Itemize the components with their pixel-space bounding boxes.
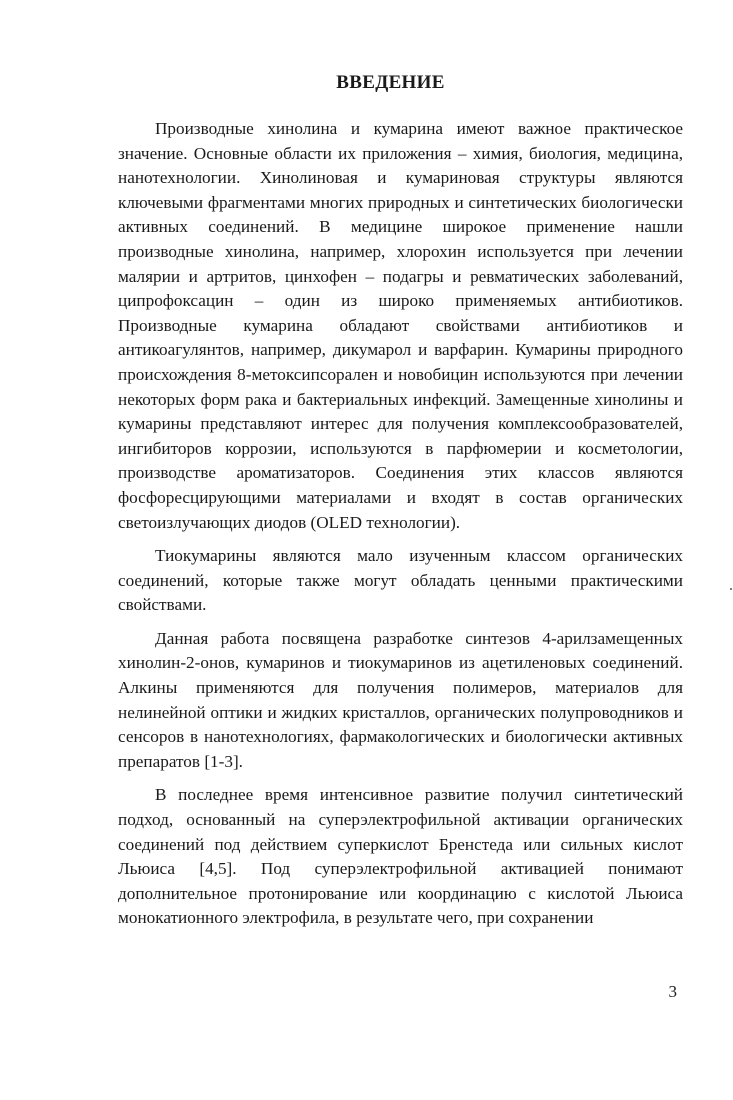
- paragraph-3: Данная работа посвящена разработке синтезов 4-арилзамещенных хинолин-2-онов, кумаринов и тиокумаринов из ацетиленовых соединений. Алкины применяются для получения полимеров, материалов для нелинейной оптики и жидких кристаллов, органических полупроводников и сенсоров в нанотехнологиях, фармакологических и биологически активных препаратов [1-3].: [118, 628, 683, 771]
- scan-speck: [730, 588, 732, 590]
- paragraph-4: В последнее время интенсивное развитие получил синтетический подход, основанный на суперэлектрофильной активации органических соединений под действием суперкислот Бренстеда или сильных кислот Льюиса [4,5]. Под суперэлектрофильной активацией понимают дополнительное протонирование или координацию с кислотой Льюиса монокатионного электрофила, в результате чего, при сохранении: [118, 785, 683, 928]
- page-title: ВВЕДЕНИЕ: [336, 72, 445, 93]
- page-number: 3: [668, 982, 677, 1001]
- paragraph-2: Тиокумарины являются мало изученным классом органических соединений, которые также могут обладать ценными практическими свойствами.: [118, 546, 683, 615]
- body-text: [118, 117, 683, 931]
- paragraph-1: Производные хинолина и кумарина имеют важное практическое значение. Основные области их приложения – химия, биология, медицина, нанотехнологии. Хинолиновая и кумариновая структуры являются ключевыми фрагментами многих природных и синтетических биологически активных соединений. В медицине широкое применение нашли производные хинолина, например, хлорохин используется при лечении малярии и артритов, цинхофен – подагры и ревматических заболеваний, ципрофоксацин – один из широко применяемых антибиотиков. Производные кумарина обладают свойствами антибиотиков и антикоагулянтов, например, дикумарол и варфарин. Кумарины природного происхождения 8-метоксипсорален и новобицин используются при лечении некоторых форм рака и бактериальных инфекций. Замещенные хинолины и кумарины представляют интерес для получения комплексообразователей, ингибиторов коррозии, используются в парфюмерии и косметологии, производстве ароматизаторов. Соединения этих классов являются фосфоресцирующими материалами и входят в состав органических светоизлучающих диодов (OLED технологии).: [118, 119, 683, 532]
